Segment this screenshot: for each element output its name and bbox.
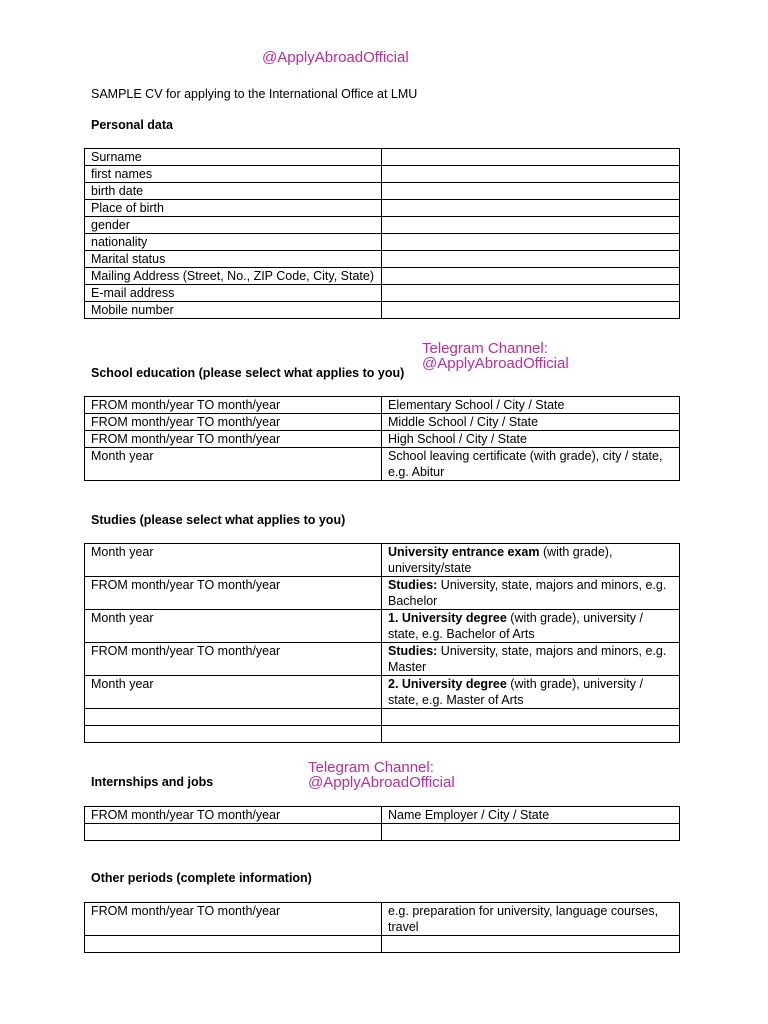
description-cell: High School / City / State [382,431,680,448]
table-row [85,183,680,200]
description-bold: Studies: [388,644,438,658]
description-cell[interactable] [382,709,680,726]
table-row [85,268,680,285]
field-label: Surname [85,149,382,166]
description-cell [382,676,680,709]
other-periods-table [84,902,680,953]
table-row [85,903,680,936]
period-cell: FROM month/year TO month/year [85,577,382,610]
table-row [85,200,680,217]
table-row [85,234,680,251]
watermark-line: @ApplyAbroadOfficial [422,355,569,372]
description-cell [382,544,680,577]
studies-heading: Studies (please select what applies to you) [91,513,346,527]
description-cell: Elementary School / City / State [382,397,680,414]
field-label: first names [85,166,382,183]
table-row [85,251,680,268]
period-cell: FROM month/year TO month/year [85,807,382,824]
watermark-line: Telegram Channel: [422,340,548,357]
personal-data-table [84,148,680,319]
personal-data-heading: Personal data [91,118,173,132]
description-text: University, state, majors and minors, e.g. Master [388,644,667,674]
description-cell: School leaving certificate (with grade), city / state, e.g. Abitur [382,448,680,481]
description-bold: University entrance exam [388,545,540,559]
field-label: E-mail address [85,285,382,302]
period-cell: Month year [85,676,382,709]
table-row [85,709,680,726]
period-cell: FROM month/year TO month/year [85,903,382,936]
table-row [85,544,680,577]
description-text: (with grade), university/state [388,545,613,575]
period-cell: Month year [85,610,382,643]
field-label: gender [85,217,382,234]
field-value[interactable] [382,183,680,200]
internships-table [84,806,680,841]
period-cell[interactable] [85,936,382,953]
description-cell[interactable] [382,936,680,953]
description-cell [382,643,680,676]
field-value[interactable] [382,166,680,183]
description-cell: Name Employer / City / State [382,807,680,824]
table-row [85,676,680,709]
description-cell [382,610,680,643]
field-label: nationality [85,234,382,251]
field-value[interactable] [382,200,680,217]
description-cell: e.g. preparation for university, language courses, travel [382,903,680,936]
table-row [85,397,680,414]
field-label: birth date [85,183,382,200]
watermark-line: @ApplyAbroadOfficial [308,774,455,791]
watermark-telegram-1 [422,341,569,371]
period-cell: Month year [85,544,382,577]
period-cell: FROM month/year TO month/year [85,414,382,431]
period-cell[interactable] [85,709,382,726]
description-bold: 2. University degree [388,677,507,691]
watermark-line: Telegram Channel: [308,759,434,776]
field-value[interactable] [382,285,680,302]
description-text: University, state, majors and minors, e.g. Bachelor [388,578,667,608]
field-label: Marital status [85,251,382,268]
description-cell[interactable] [382,726,680,743]
table-row [85,285,680,302]
description-bold: 1. University degree [388,611,507,625]
table-row [85,824,680,841]
description-text: (with grade), university / state, e.g. Master of Arts [388,677,643,707]
field-label: Place of birth [85,200,382,217]
table-row [85,414,680,431]
table-row [85,610,680,643]
field-value[interactable] [382,251,680,268]
table-row [85,577,680,610]
period-cell: FROM month/year TO month/year [85,431,382,448]
watermark-telegram-2 [308,760,455,790]
internships-heading: Internships and jobs [91,775,214,789]
description-text: (with grade), university / state, e.g. Bachelor of Arts [388,611,643,641]
field-value[interactable] [382,149,680,166]
school-education-table [84,396,680,481]
table-row [85,448,680,481]
table-row [85,726,680,743]
period-cell[interactable] [85,726,382,743]
period-cell: FROM month/year TO month/year [85,397,382,414]
period-cell[interactable] [85,824,382,841]
other-periods-heading: Other periods (complete information) [91,871,312,885]
watermark-top: @ApplyAbroadOfficial [262,49,409,66]
table-row [85,302,680,319]
field-value[interactable] [382,268,680,285]
period-cell: Month year [85,448,382,481]
table-row [85,431,680,448]
field-value[interactable] [382,217,680,234]
school-education-heading: School education (please select what applies to you) [91,366,405,380]
period-cell: FROM month/year TO month/year [85,643,382,676]
table-row [85,643,680,676]
field-value[interactable] [382,302,680,319]
description-cell: Middle School / City / State [382,414,680,431]
field-label: Mailing Address (Street, No., ZIP Code, City, State) [85,268,382,285]
table-row [85,936,680,953]
description-cell[interactable] [382,824,680,841]
field-value[interactable] [382,234,680,251]
table-row [85,149,680,166]
table-row [85,166,680,183]
table-row [85,807,680,824]
description-cell [382,577,680,610]
field-label: Mobile number [85,302,382,319]
studies-table [84,543,680,743]
description-bold: Studies: [388,578,438,592]
document-title: SAMPLE CV for applying to the International Office at LMU [91,87,418,101]
table-row [85,217,680,234]
